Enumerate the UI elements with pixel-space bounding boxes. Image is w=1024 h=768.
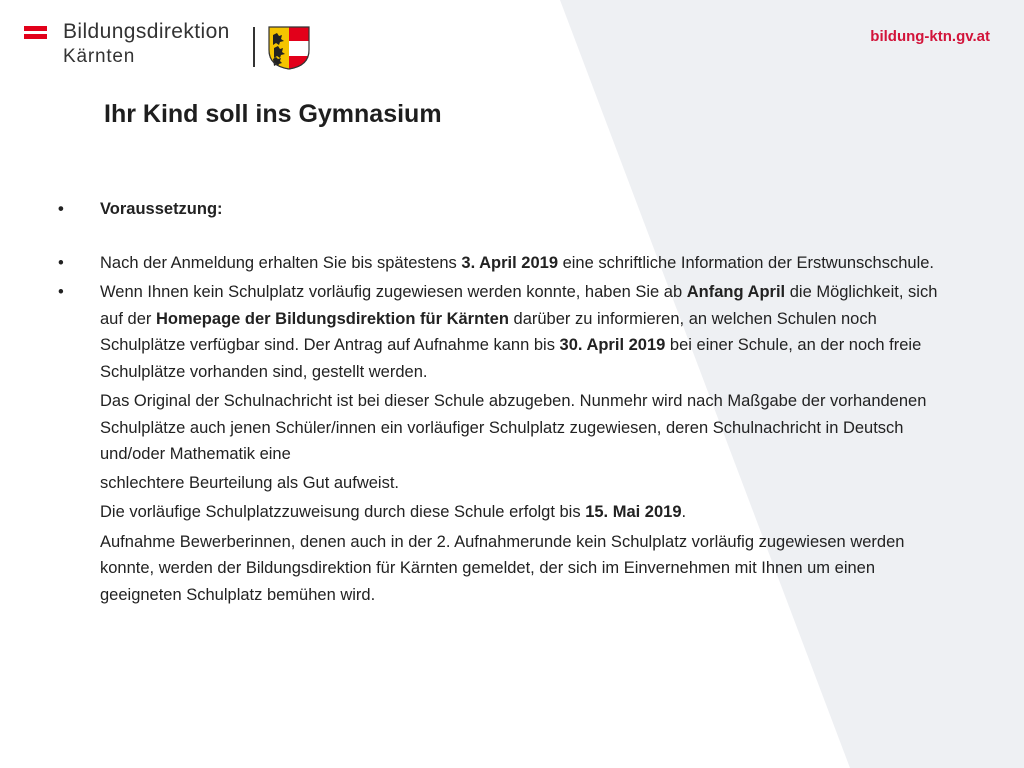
brand-subtitle: Kärnten [63, 46, 136, 67]
paragraph-zuweisung [58, 499, 938, 526]
site-url-link[interactable]: bildung-ktn.gv.at [870, 28, 990, 45]
header-divider [253, 27, 255, 67]
bullet-icon: • [58, 253, 64, 272]
date-highlight: 30. April 2019 [559, 336, 666, 354]
bullet-text: Nach der Anmeldung erhalten Sie bis spätestens [100, 253, 462, 272]
carinthia-crest-icon [268, 26, 310, 70]
paragraph-beurteilung: schlechtere Beurteilung als Gut aufweist. [100, 473, 399, 492]
paragraph-schulnachricht: Das Original der Schulnachricht ist bei dieser Schule abzugeben. Nunmehr wird nach Maßgabe der vorhandenen Schulplätze auch jenen Schüler/innen ein vorläufiger Schulplatz zugewiesen, deren Schulnachricht in Deutsch und/oder Mathematik eine [100, 392, 927, 463]
bullet-item-schulplatz [58, 279, 938, 385]
page-header [0, 0, 1024, 80]
date-highlight: 15. Mai 2019 [585, 503, 682, 521]
bullet-text: darüber zu informieren, an welchen Schulen noch Schulplätze verfügbar sind. Der Antrag auf Aufnahme kann bis [100, 309, 877, 354]
paragraph-aufnahme: Aufnahme Bewerberinnen, denen auch in der 2. Aufnahmerunde kein Schulplatz vorläufig zugewiesen werden konnte, werden der Bildungsdirektion für Kärnten gemeldet, der sich im Einvernehmen mit Ihnen um einen geeigneten Schulplatz bemühen wird. [100, 532, 905, 604]
brand-logo-text [63, 21, 230, 66]
date-highlight: 3. April 2019 [461, 253, 558, 272]
text-highlight: Anfang April [686, 283, 786, 301]
bullet-text: bei einer Schule, an der noch freie Schulplätze vorhanden sind, gestellt werden. [100, 336, 922, 381]
paragraph-text: . [681, 503, 687, 521]
bullet-icon: • [58, 283, 64, 301]
bullet-icon: • [58, 200, 64, 218]
paragraph-text: Die vorläufige Schulplatzzuweisung durch diese Schule erfolgt bis [100, 503, 586, 521]
homepage-highlight: Homepage der Bildungsdirektion für Kärnten [155, 309, 509, 328]
bullet-text: Voraussetzung: [100, 200, 223, 218]
bullet-item-anmeldung [58, 250, 938, 277]
bullet-text: die Möglichkeit, sich auf der [100, 283, 938, 328]
brand-name: Bildungsdirektion [63, 20, 230, 43]
bullet-item-voraussetzung [58, 196, 938, 223]
austria-flag-icon [24, 26, 47, 42]
bullet-text: Wenn Ihnen kein Schulplatz vorläufig zugewiesen werden konnte, haben Sie ab [100, 283, 687, 301]
bullet-text: eine schriftliche Information der Erstwunschschule. [558, 253, 935, 272]
page-title: Ihr Kind soll ins Gymnasium [104, 100, 442, 128]
main-content [58, 196, 938, 611]
